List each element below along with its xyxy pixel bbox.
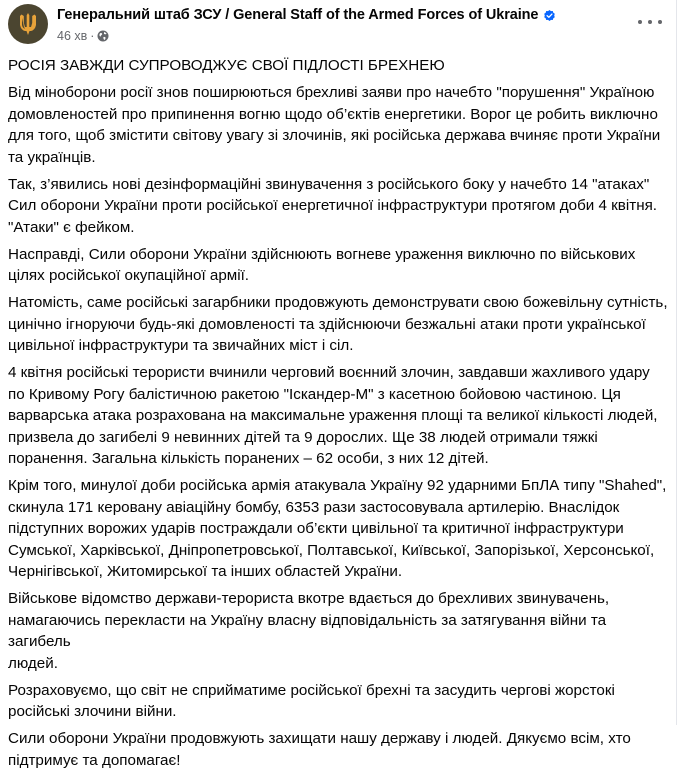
line: Розраховуємо, що світ не сприйматиме російської брехні та засудить чергові жорстокі (8, 681, 615, 699)
post-paragraph (8, 82, 668, 168)
globe-icon[interactable] (97, 30, 109, 42)
post-subline (57, 29, 556, 43)
post-body (8, 55, 668, 777)
line: Крім того, минулої доби російська армія атакувала Україну 92 ударними БпЛА типу "Shahed", (8, 477, 667, 494)
trident-icon (19, 13, 37, 35)
post-timestamp[interactable]: 46 хв (57, 29, 88, 43)
line: Натомість, саме російські загарбники продовжують демонструвати свою божевільну сутність, (8, 294, 668, 311)
line: намагаючись перекласти на Україну власну відповідальність за затягування війни та загибель (8, 611, 607, 650)
line: людей. (8, 654, 58, 672)
line: Так, з’явились нові дезінформаційні звинувачення з російського боку у начебто 14 "атаках" (8, 175, 650, 193)
line: Сили оборони України продовжують захищати нашу державу і людей. Дякуємо всім, хто (8, 730, 631, 747)
post-header (8, 4, 668, 48)
post-headline (8, 55, 668, 77)
post-paragraph (8, 588, 668, 674)
line: варварська атака розрахована на максимальне ураження площі та великої кількості людей, (8, 407, 658, 424)
line: та українців. (8, 148, 96, 166)
line: цивільної інфраструктури та звичайних міст і сіл. (8, 337, 354, 354)
line: для того, щоб змістити світову увагу зі злочинів, які російська держава вчиняє проти України (8, 127, 661, 144)
separator-dot: · (90, 29, 95, 43)
line: поранення. Загальна кількість поранених – 62 особи, з них 12 дітей. (8, 450, 489, 467)
line: підтримує та допомагає! (8, 751, 181, 769)
line: цілях російської окупаційної армії. (8, 267, 250, 284)
line: Сил оборони України проти російської енергетичної інфраструктури протягом доби 4 квітня. (8, 197, 658, 214)
more-options-button[interactable] (638, 14, 662, 30)
line: російські злочини війни. (8, 703, 177, 720)
author-avatar[interactable] (8, 4, 48, 44)
post-paragraph (8, 475, 668, 583)
more-dot-icon (638, 20, 642, 24)
line: РОСІЯ ЗАВЖДИ СУПРОВОДЖУЄ СВОЇ ПІДЛОСТІ БРЕХНЕЮ (8, 57, 445, 74)
line: підступних ворожих ударів постраждали об’єкти цивільної та критичної інфраструктури (8, 520, 624, 537)
post-paragraph (8, 244, 668, 287)
line: Від міноборони росії знов поширюються брехливі заяви про начебто "порушення" Україною (8, 84, 655, 101)
post-meta (57, 6, 556, 43)
line: Сумської, Харківської, Дніпропетровської, Полтавської, Київської, Запорізької, Херсонської, (8, 541, 655, 559)
verified-badge-icon (543, 9, 556, 22)
line: Насправді, Сили оборони України здійснюють вогневе ураження виключно по військових (8, 245, 636, 263)
post-paragraph (8, 680, 668, 723)
line: скинула 171 керовану авіаційну бомбу, 6353 рази застосовувала артилерію. Внаслідок (8, 498, 620, 516)
line: Чернігівської, Житомирської та інших областей України. (8, 563, 403, 580)
more-dot-icon (648, 20, 652, 24)
author-row (57, 6, 556, 24)
post-paragraph (8, 728, 668, 771)
post-paragraph (8, 292, 668, 357)
line: Військове відомство держави-терориста вкотре вдається до брехливих звинувачень, (8, 590, 610, 607)
line: по Кривому Рогу балістичною ракетою "Іскандер-М" з касетною бойовою частиною. Ця (8, 385, 621, 403)
post-paragraph (8, 174, 668, 239)
line: домовленостей про припинення вогню щодо об’єктів енергетики. Ворог це робить виключно (8, 105, 658, 123)
line: "Атаки" є фейком. (8, 218, 135, 236)
line: 4 квітня російські терористи вчинили черговий воєнний злочин, завдавши жахливого удару (8, 364, 650, 381)
more-dot-icon (658, 20, 662, 24)
author-name[interactable]: Генеральний штаб ЗСУ / General Staff of the Armed Forces of Ukraine (57, 7, 539, 23)
line: цинічно ігноруючи будь-які домовленості та здійснюючи безжальні атаки проти української (8, 315, 646, 333)
post-paragraph (8, 362, 668, 470)
line: призвела до загибелі 9 невинних дітей та 9 дорослих. Ще 38 людей отримали тяжкі (8, 428, 598, 446)
